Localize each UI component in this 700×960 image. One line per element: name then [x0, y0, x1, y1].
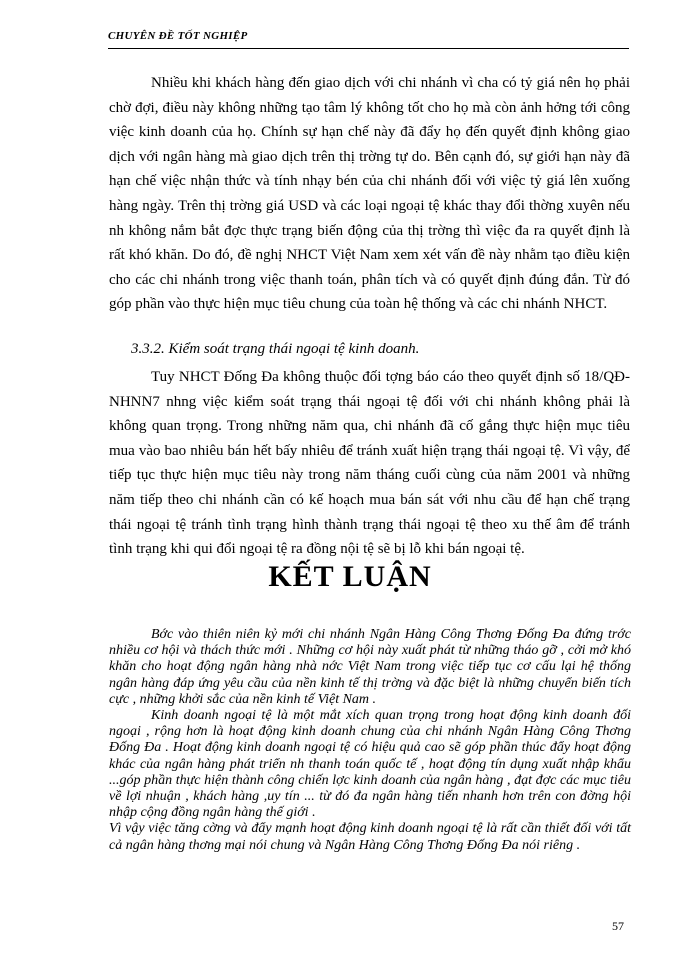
- conclusion-paragraph-2: Kinh doanh ngoại tệ là một mắt xích quan trọng trong hoạt động kinh doanh đối ngoại , rộng hơn là hoạt động kinh doanh chung của chi nhánh Ngân Hàng Công Thơng Đống Đa . Hoạt động kinh doanh ngoại tệ có hiệu quả cao sẽ góp phần thúc đẩy hoạt động khác của ngân hàng phát triển nh thanh toán quốc tế , hoạt động tín dụng xuất nhập khẩu ...góp phần thực hiện thành công chiến lợc kinh doanh của ngân hàng , đạt đợc các mục tiêu về lợi nhuận , khách hàng ,uy tín ... từ đó đa ngân hàng tiến nhanh hơn trên con đờng hội nhập cộng đồng ngân hàng thế giới .: [109, 708, 631, 821]
- conclusion-body: [109, 627, 631, 854]
- conclusion-paragraph-3: Vì vậy việc tăng cờng và đẩy mạnh hoạt động kinh doanh ngoại tệ là rất cần thiết đối với tất cả ngân hàng thơng mại nói chung và Ngân Hàng Công Thơng Đống Đa nói riêng .: [109, 821, 631, 853]
- body-section-1: [109, 71, 630, 317]
- body-paragraph-2: Tuy NHCT Đống Đa không thuộc đối tợng báo cáo theo quyết định số 18/QĐ- NHNN7 nhng việc kiểm soát trạng thái ngoại tệ đối với chi nhánh không phải là không quan trọng. Trong những năm qua, chi nhánh đã cố gắng thực hiện mục tiêu mua vào bao nhiêu bán hết bấy nhiêu để tránh xuất hiện trạng thái ngoại tệ. Vì vậy, để tiếp tục thực hiện mục tiêu này trong năm tháng cuối cùng của năm 2001 và những năm tiếp theo chi nhánh cần có kế hoạch mua bán sát với nhu cầu để hạn chế trạng thái ngoại tệ tránh tình trạng hình thành trạng thái ngoại tệ theo xu thế âm để tránh tình trạng khi qui đổi ngoại tệ ra đồng nội tệ sẽ bị lỗ khi bán ngoại tệ.: [109, 369, 630, 558]
- conclusion-title: KẾT LUẬN: [268, 560, 432, 593]
- page-number: 57: [612, 919, 624, 933]
- running-header: CHUYÊN ĐỀ TỐT NGHIỆP: [108, 30, 248, 42]
- header-rule: [108, 48, 629, 49]
- body-paragraph-1: Nhiều khi khách hàng đến giao dịch với chi nhánh vì cha có tỷ giá nên họ phải chờ đợi, điều này không những tạo tâm lý không tốt cho họ mà còn ảnh hởng tới công việc kinh doanh của họ. Chính sự hạn chế này đã đẩy họ đến quyết định không giao dịch với ngân hàng mà giao dịch trên thị trờng tự do. Bên cạnh đó, sự giới hạn này đã hạn chế việc nhận thức và tính nhạy bén của chi nhánh đối với việc tỷ giá lên xuống hàng ngày. Trên thị trờng giá USD và các loại ngoại tệ khác thay đổi thờng xuyên nếu nh không nắm bắt đợc thực trạng biến động của thị trờng thì việc đa ra quyết định là rất khó khăn. Do đó, đề nghị NHCT Việt Nam xem xét vấn đề này nhằm tạo điều kiện cho các chi nhánh trong việc thanh toán, phân tích và có quyết định đúng đắn. Từ đó góp phần vào thực hiện mục tiêu chung của toàn hệ thống và các chi nhánh NHCT.: [109, 75, 630, 313]
- conclusion-paragraph-1: Bớc vào thiên niên kỷ mới chi nhánh Ngân Hàng Công Thơng Đống Đa đứng trớc nhiều cơ hội và thách thức mới . Những cơ hội này xuất phát từ những tháo gỡ , cởi mở khó khăn cho hoạt động ngân hàng nhà nớc Việt Nam trong việc tiếp tục cơ cấu lại hệ thống ngân hàng đáp ứng yêu cầu của nền kinh tế thị trờng và đặc biệt là những chuyển biến tích cực , những khởi sắc của nền kinh tế Việt Nam .: [109, 627, 631, 707]
- section-heading: 3.3.2. Kiểm soát trạng thái ngoại tệ kinh doanh.: [131, 341, 420, 357]
- body-section-2: [109, 365, 630, 562]
